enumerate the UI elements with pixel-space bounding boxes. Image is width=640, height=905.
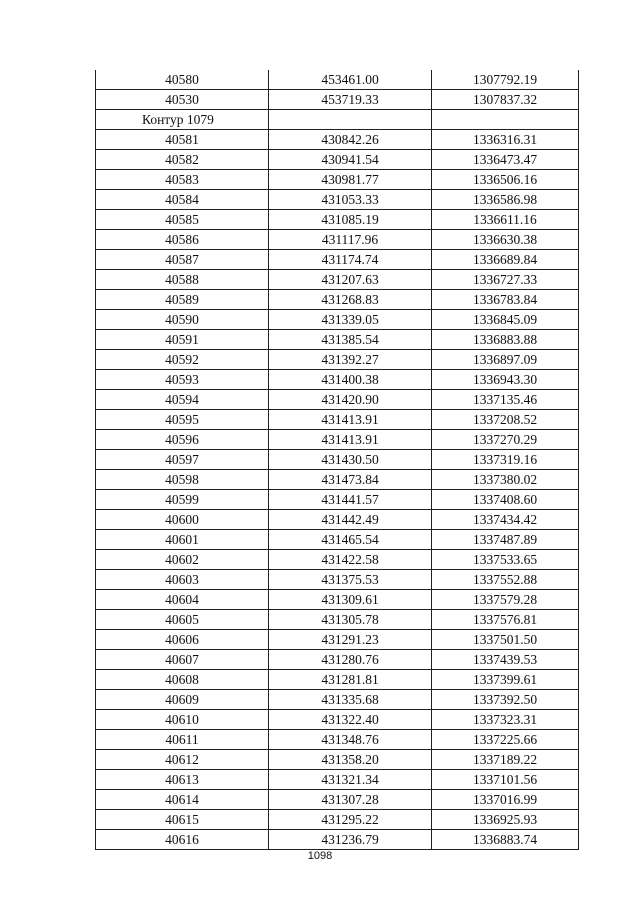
x-coordinate-cell: 431321.34 <box>269 770 432 790</box>
x-coordinate-cell: 431174.74 <box>269 250 432 270</box>
y-coordinate-cell: 1337408.60 <box>432 490 579 510</box>
table-row <box>96 670 579 690</box>
point-number-cell: 40580 <box>96 70 269 90</box>
point-number-cell: 40612 <box>96 750 269 770</box>
table-row <box>96 290 579 310</box>
x-coordinate-cell: 431053.33 <box>269 190 432 210</box>
table-row <box>96 250 579 270</box>
x-coordinate-cell: 431236.79 <box>269 830 432 850</box>
point-number-cell: 40599 <box>96 490 269 510</box>
point-number-cell: 40604 <box>96 590 269 610</box>
table-row <box>96 470 579 490</box>
x-coordinate-cell: 431473.84 <box>269 470 432 490</box>
y-coordinate-cell: 1337579.28 <box>432 590 579 610</box>
x-coordinate-cell: 453719.33 <box>269 90 432 110</box>
y-coordinate-cell: 1336689.84 <box>432 250 579 270</box>
y-coordinate-cell: 1337323.31 <box>432 710 579 730</box>
x-coordinate-cell: 431385.54 <box>269 330 432 350</box>
contour-label: Контур 1079 <box>96 110 269 130</box>
table-row <box>96 610 579 630</box>
point-number-cell: 40603 <box>96 570 269 590</box>
table-row <box>96 330 579 350</box>
y-coordinate-cell: 1336473.47 <box>432 150 579 170</box>
point-number-cell: 40591 <box>96 330 269 350</box>
table-row <box>96 650 579 670</box>
table-row <box>96 630 579 650</box>
x-coordinate-cell: 431291.23 <box>269 630 432 650</box>
table-row <box>96 510 579 530</box>
y-coordinate-cell: 1336611.16 <box>432 210 579 230</box>
y-coordinate-cell: 1336783.84 <box>432 290 579 310</box>
x-coordinate-cell: 431268.83 <box>269 290 432 310</box>
table-row <box>96 170 579 190</box>
table-row <box>96 690 579 710</box>
table-row <box>96 550 579 570</box>
y-coordinate-cell: 1337533.65 <box>432 550 579 570</box>
y-coordinate-cell: 1307792.19 <box>432 70 579 90</box>
point-number-cell: 40609 <box>96 690 269 710</box>
y-coordinate-cell: 1337101.56 <box>432 770 579 790</box>
y-coordinate-cell: 1337399.61 <box>432 670 579 690</box>
table-row <box>96 750 579 770</box>
point-number-cell: 40600 <box>96 510 269 530</box>
x-coordinate-cell: 431295.22 <box>269 810 432 830</box>
table-row <box>96 70 579 90</box>
point-number-cell: 40590 <box>96 310 269 330</box>
point-number-cell: 40602 <box>96 550 269 570</box>
table-row <box>96 90 579 110</box>
point-number-cell: 40583 <box>96 170 269 190</box>
table-row <box>96 770 579 790</box>
point-number-cell: 40585 <box>96 210 269 230</box>
y-coordinate-cell <box>432 110 579 130</box>
x-coordinate-cell: 431335.68 <box>269 690 432 710</box>
table-row <box>96 210 579 230</box>
table-row <box>96 410 579 430</box>
page-number: 1098 <box>307 850 333 862</box>
point-number-cell: 40616 <box>96 830 269 850</box>
table-row <box>96 350 579 370</box>
y-coordinate-cell: 1336897.09 <box>432 350 579 370</box>
y-coordinate-cell: 1336883.74 <box>432 830 579 850</box>
x-coordinate-cell: 431442.49 <box>269 510 432 530</box>
x-coordinate-cell: 431422.58 <box>269 550 432 570</box>
table-row <box>96 590 579 610</box>
point-number-cell: 40607 <box>96 650 269 670</box>
x-coordinate-cell: 431207.63 <box>269 270 432 290</box>
y-coordinate-cell: 1337270.29 <box>432 430 579 450</box>
x-coordinate-cell <box>269 110 432 130</box>
y-coordinate-cell: 1336845.09 <box>432 310 579 330</box>
y-coordinate-cell: 1337225.66 <box>432 730 579 750</box>
point-number-cell: 40598 <box>96 470 269 490</box>
point-number-cell: 40605 <box>96 610 269 630</box>
table-row <box>96 370 579 390</box>
table-row <box>96 190 579 210</box>
table-row <box>96 830 579 850</box>
point-number-cell: 40615 <box>96 810 269 830</box>
y-coordinate-cell: 1337016.99 <box>432 790 579 810</box>
x-coordinate-cell: 431413.91 <box>269 430 432 450</box>
point-number-cell: 40593 <box>96 370 269 390</box>
coordinates-table <box>95 70 579 850</box>
y-coordinate-cell: 1337208.52 <box>432 410 579 430</box>
table-row <box>96 490 579 510</box>
point-number-cell: 40613 <box>96 770 269 790</box>
coordinates-table-body <box>96 70 579 850</box>
table-row <box>96 790 579 810</box>
y-coordinate-cell: 1337552.88 <box>432 570 579 590</box>
x-coordinate-cell: 431280.76 <box>269 650 432 670</box>
x-coordinate-cell: 431413.91 <box>269 410 432 430</box>
point-number-cell: 40597 <box>96 450 269 470</box>
x-coordinate-cell: 431307.28 <box>269 790 432 810</box>
table-row <box>96 310 579 330</box>
y-coordinate-cell: 1336727.33 <box>432 270 579 290</box>
y-coordinate-cell: 1337189.22 <box>432 750 579 770</box>
point-number-cell: 40595 <box>96 410 269 430</box>
x-coordinate-cell: 431339.05 <box>269 310 432 330</box>
table-row <box>96 230 579 250</box>
contour-header-row <box>96 110 579 130</box>
point-number-cell: 40614 <box>96 790 269 810</box>
point-number-cell: 40596 <box>96 430 269 450</box>
x-coordinate-cell: 431375.53 <box>269 570 432 590</box>
y-coordinate-cell: 1336925.93 <box>432 810 579 830</box>
x-coordinate-cell: 430842.26 <box>269 130 432 150</box>
y-coordinate-cell: 1336506.16 <box>432 170 579 190</box>
point-number-cell: 40584 <box>96 190 269 210</box>
table-row <box>96 530 579 550</box>
point-number-cell: 40592 <box>96 350 269 370</box>
x-coordinate-cell: 431281.81 <box>269 670 432 690</box>
x-coordinate-cell: 431309.61 <box>269 590 432 610</box>
table-row <box>96 570 579 590</box>
point-number-cell: 40610 <box>96 710 269 730</box>
table-row <box>96 730 579 750</box>
y-coordinate-cell: 1336943.30 <box>432 370 579 390</box>
y-coordinate-cell: 1336630.38 <box>432 230 579 250</box>
x-coordinate-cell: 431465.54 <box>269 530 432 550</box>
table-row <box>96 430 579 450</box>
y-coordinate-cell: 1337135.46 <box>432 390 579 410</box>
y-coordinate-cell: 1337501.50 <box>432 630 579 650</box>
y-coordinate-cell: 1337576.81 <box>432 610 579 630</box>
x-coordinate-cell: 431400.38 <box>269 370 432 390</box>
x-coordinate-cell: 431430.50 <box>269 450 432 470</box>
point-number-cell: 40589 <box>96 290 269 310</box>
table-row <box>96 130 579 150</box>
point-number-cell: 40588 <box>96 270 269 290</box>
point-number-cell: 40608 <box>96 670 269 690</box>
x-coordinate-cell: 431117.96 <box>269 230 432 250</box>
x-coordinate-cell: 431358.20 <box>269 750 432 770</box>
table-row <box>96 150 579 170</box>
point-number-cell: 40611 <box>96 730 269 750</box>
point-number-cell: 40606 <box>96 630 269 650</box>
y-coordinate-cell: 1337380.02 <box>432 470 579 490</box>
x-coordinate-cell: 453461.00 <box>269 70 432 90</box>
x-coordinate-cell: 431420.90 <box>269 390 432 410</box>
y-coordinate-cell: 1336316.31 <box>432 130 579 150</box>
point-number-cell: 40581 <box>96 130 269 150</box>
x-coordinate-cell: 431305.78 <box>269 610 432 630</box>
x-coordinate-cell: 430981.77 <box>269 170 432 190</box>
table-row <box>96 270 579 290</box>
y-coordinate-cell: 1337434.42 <box>432 510 579 530</box>
point-number-cell: 40582 <box>96 150 269 170</box>
table-row <box>96 450 579 470</box>
point-number-cell: 40587 <box>96 250 269 270</box>
x-coordinate-cell: 431392.27 <box>269 350 432 370</box>
x-coordinate-cell: 431085.19 <box>269 210 432 230</box>
y-coordinate-cell: 1336883.88 <box>432 330 579 350</box>
x-coordinate-cell: 430941.54 <box>269 150 432 170</box>
table-row <box>96 810 579 830</box>
point-number-cell: 40594 <box>96 390 269 410</box>
y-coordinate-cell: 1337392.50 <box>432 690 579 710</box>
y-coordinate-cell: 1337439.53 <box>432 650 579 670</box>
table-row <box>96 710 579 730</box>
table-row <box>96 390 579 410</box>
point-number-cell: 40601 <box>96 530 269 550</box>
y-coordinate-cell: 1337319.16 <box>432 450 579 470</box>
y-coordinate-cell: 1336586.98 <box>432 190 579 210</box>
point-number-cell: 40530 <box>96 90 269 110</box>
point-number-cell: 40586 <box>96 230 269 250</box>
y-coordinate-cell: 1337487.89 <box>432 530 579 550</box>
x-coordinate-cell: 431441.57 <box>269 490 432 510</box>
x-coordinate-cell: 431348.76 <box>269 730 432 750</box>
y-coordinate-cell: 1307837.32 <box>432 90 579 110</box>
x-coordinate-cell: 431322.40 <box>269 710 432 730</box>
